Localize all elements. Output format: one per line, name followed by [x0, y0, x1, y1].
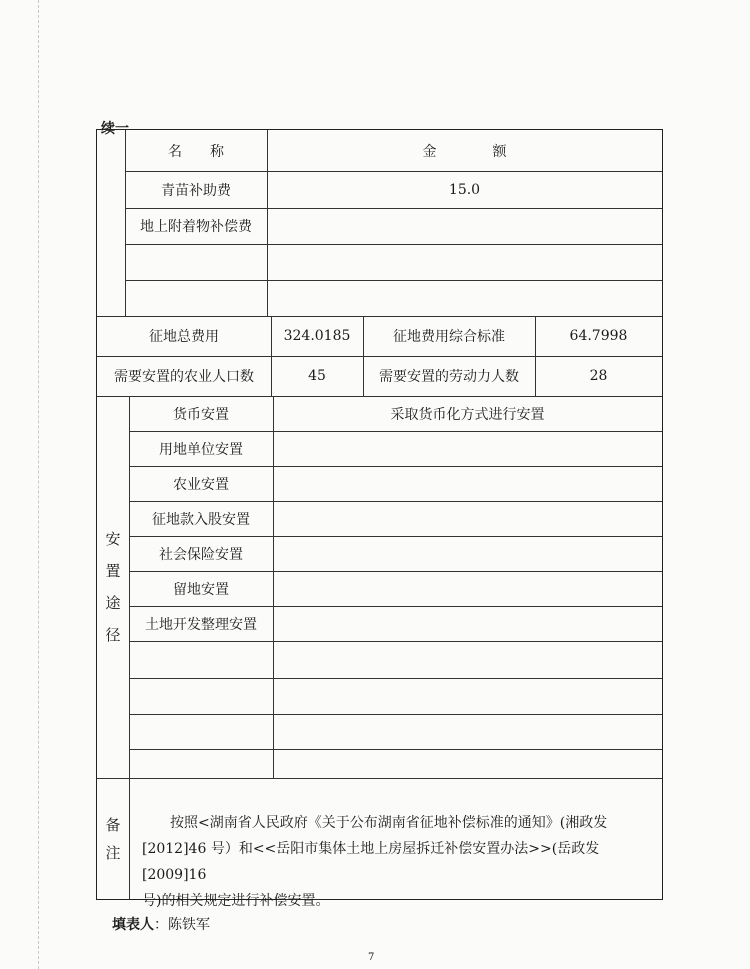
standard-value: 64.7998 [569, 328, 628, 344]
resettle-value-blank [273, 749, 662, 778]
resettle-name-blank [129, 641, 273, 678]
page-number: 7 [368, 952, 375, 963]
labor-value: 28 [589, 368, 608, 384]
item-amount-attachments [267, 208, 662, 244]
compensation-form [96, 129, 663, 909]
continuation-label: 续一 [101, 121, 129, 137]
remarks-line: 号)的相关规定进行补偿安置。 [142, 893, 330, 909]
form-filler [112, 914, 210, 934]
resettle-value-shares [273, 501, 662, 536]
filler-colon: ： [154, 917, 168, 933]
remarks-section-label: 备 注 [105, 815, 121, 862]
remarks-line: [2012]46 号）和<<岳阳市集体土地上房屋拆迁补偿安置办法>>(岳政发[2009]16 [142, 841, 600, 883]
resettle-name-monetary: 货币安置 [173, 406, 229, 423]
resettle-name-blank [129, 714, 273, 749]
labor-label: 需要安置的劳动力人数 [379, 369, 519, 385]
filler-label: 填表人 [112, 917, 154, 933]
population-label: 需要安置的农业人口数 [114, 369, 254, 385]
resettle-value-blank [273, 641, 662, 678]
resettle-name-agriculture: 农业安置 [173, 476, 229, 493]
resettle-name-employer: 用地单位安置 [159, 441, 243, 458]
filler-name: 陈铁军 [168, 917, 210, 933]
page-edge-mark [38, 0, 39, 969]
item-amount-seedling: 15.0 [448, 181, 481, 198]
item-name-blank [125, 244, 267, 280]
resettle-value-blank [273, 678, 662, 714]
resettle-value-agriculture [273, 466, 662, 501]
resettle-value-insurance [273, 536, 662, 571]
resettle-value-employer [273, 431, 662, 466]
standard-label: 征地费用综合标准 [393, 329, 505, 345]
total-cost-label: 征地总费用 [149, 329, 219, 345]
remarks-line: 按照<湖南省人民政府《关于公布湖南省征地补偿标准的通知》(湘政发 [170, 815, 608, 831]
resettle-value-blank [273, 714, 662, 749]
resettle-value-land-development [273, 606, 662, 641]
resettle-value-reserved-land [273, 571, 662, 606]
row-line [97, 778, 662, 779]
header-amount: 金 额 [422, 143, 507, 160]
resettle-name-blank [129, 749, 273, 778]
resettle-name-insurance: 社会保险安置 [159, 546, 243, 563]
header-name: 名 称 [168, 143, 224, 160]
item-name-seedling: 青苗补助费 [161, 182, 231, 199]
col-line [129, 778, 130, 899]
item-name-attachments: 地上附着物补偿费 [140, 219, 252, 235]
item-name-blank [125, 280, 267, 316]
remarks-text [142, 810, 642, 914]
resettle-value-monetary: 采取货币化方式进行安置 [390, 406, 545, 423]
resettle-name-shares: 征地款入股安置 [152, 511, 250, 528]
total-cost-value: 324.0185 [283, 328, 351, 344]
resettle-name-land-development: 土地开发整理安置 [145, 616, 257, 633]
resettle-name-blank [129, 678, 273, 714]
population-value: 45 [308, 368, 326, 384]
item-amount-blank [267, 280, 662, 316]
resettle-name-reserved-land: 留地安置 [173, 581, 229, 598]
resettlement-section-label: 安 置 途 径 [105, 530, 121, 644]
item-amount-blank [267, 244, 662, 280]
